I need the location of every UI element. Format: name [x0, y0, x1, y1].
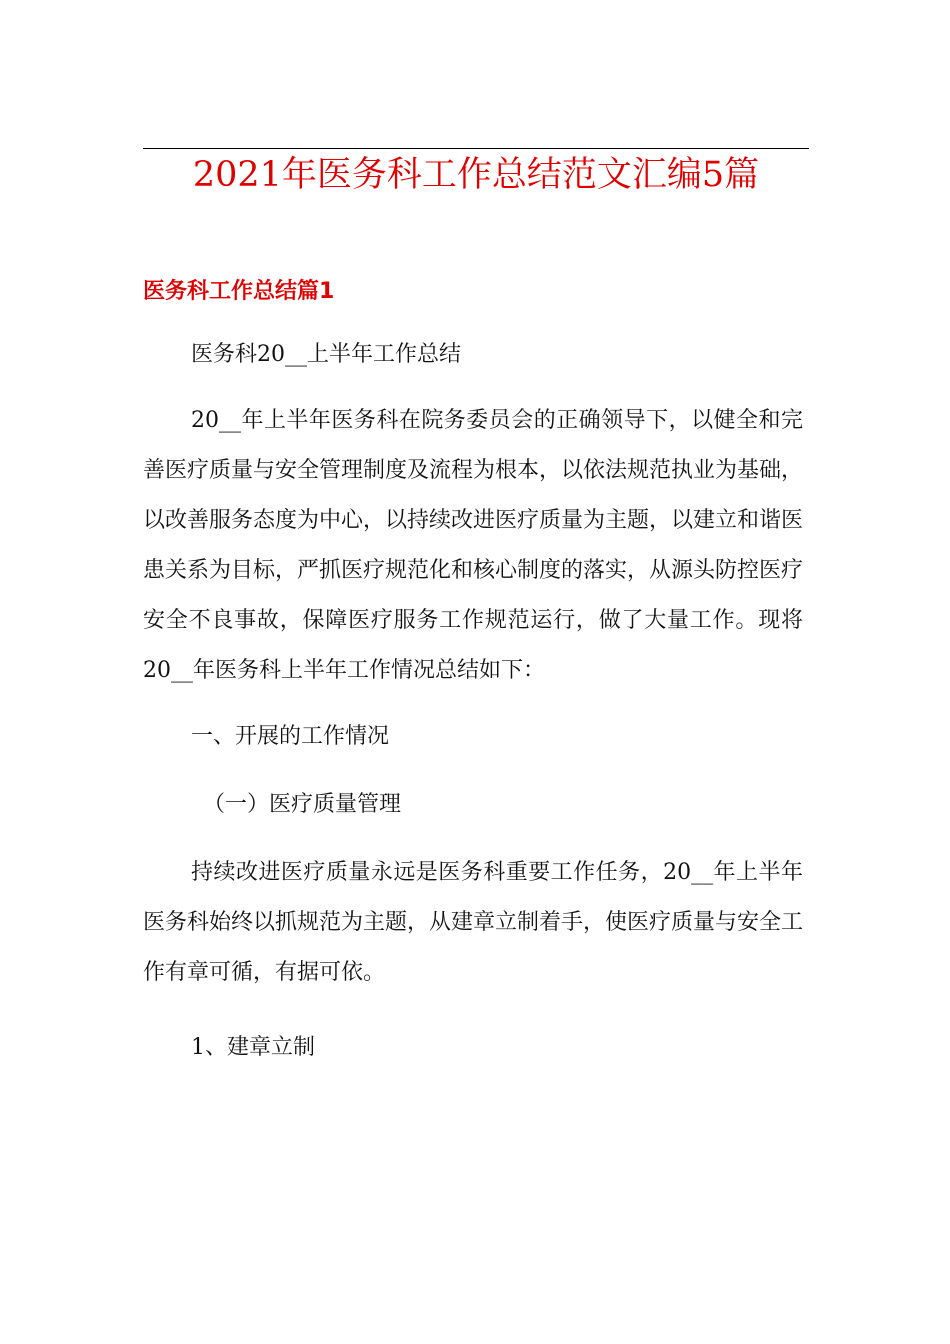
subsection-one-heading: （一）医疗质量管理 [203, 792, 402, 817]
part-one-heading: 一、开展的工作情况 [191, 724, 390, 749]
item-one-heading: 1、建章立制 [191, 1035, 315, 1060]
title-top-rule [143, 148, 809, 149]
intro-paragraph: 20__年上半年医务科在院务委员会的正确领导下，以健全和完善医疗质量与安全管理制度及流程为根本，以依法规范执业为基础，以改善服务态度为中心，以持续改进医疗质量为主题，以建立和谐医患关系为目标，严抓医疗规范化和核心制度的落实，从源头防控医疗安全不良事故，保障医疗服务工作规范运行，做了大量工作。现将20__年医务科上半年工作情况总结如下： [143, 408, 804, 683]
quality-management-paragraph: 持续改进医疗质量永远是医务科重要工作任务，20__年上半年医务科始终以抓规范为主题，从建章立制着手，使医疗质量与安全工作有章可循，有据可依。 [143, 860, 804, 985]
report-subtitle: 医务科20__上半年工作总结 [191, 342, 461, 367]
section-heading: 医务科工作总结篇1 [143, 279, 335, 304]
document-title: 2021年医务科工作总结范文汇编5篇 [192, 155, 760, 195]
